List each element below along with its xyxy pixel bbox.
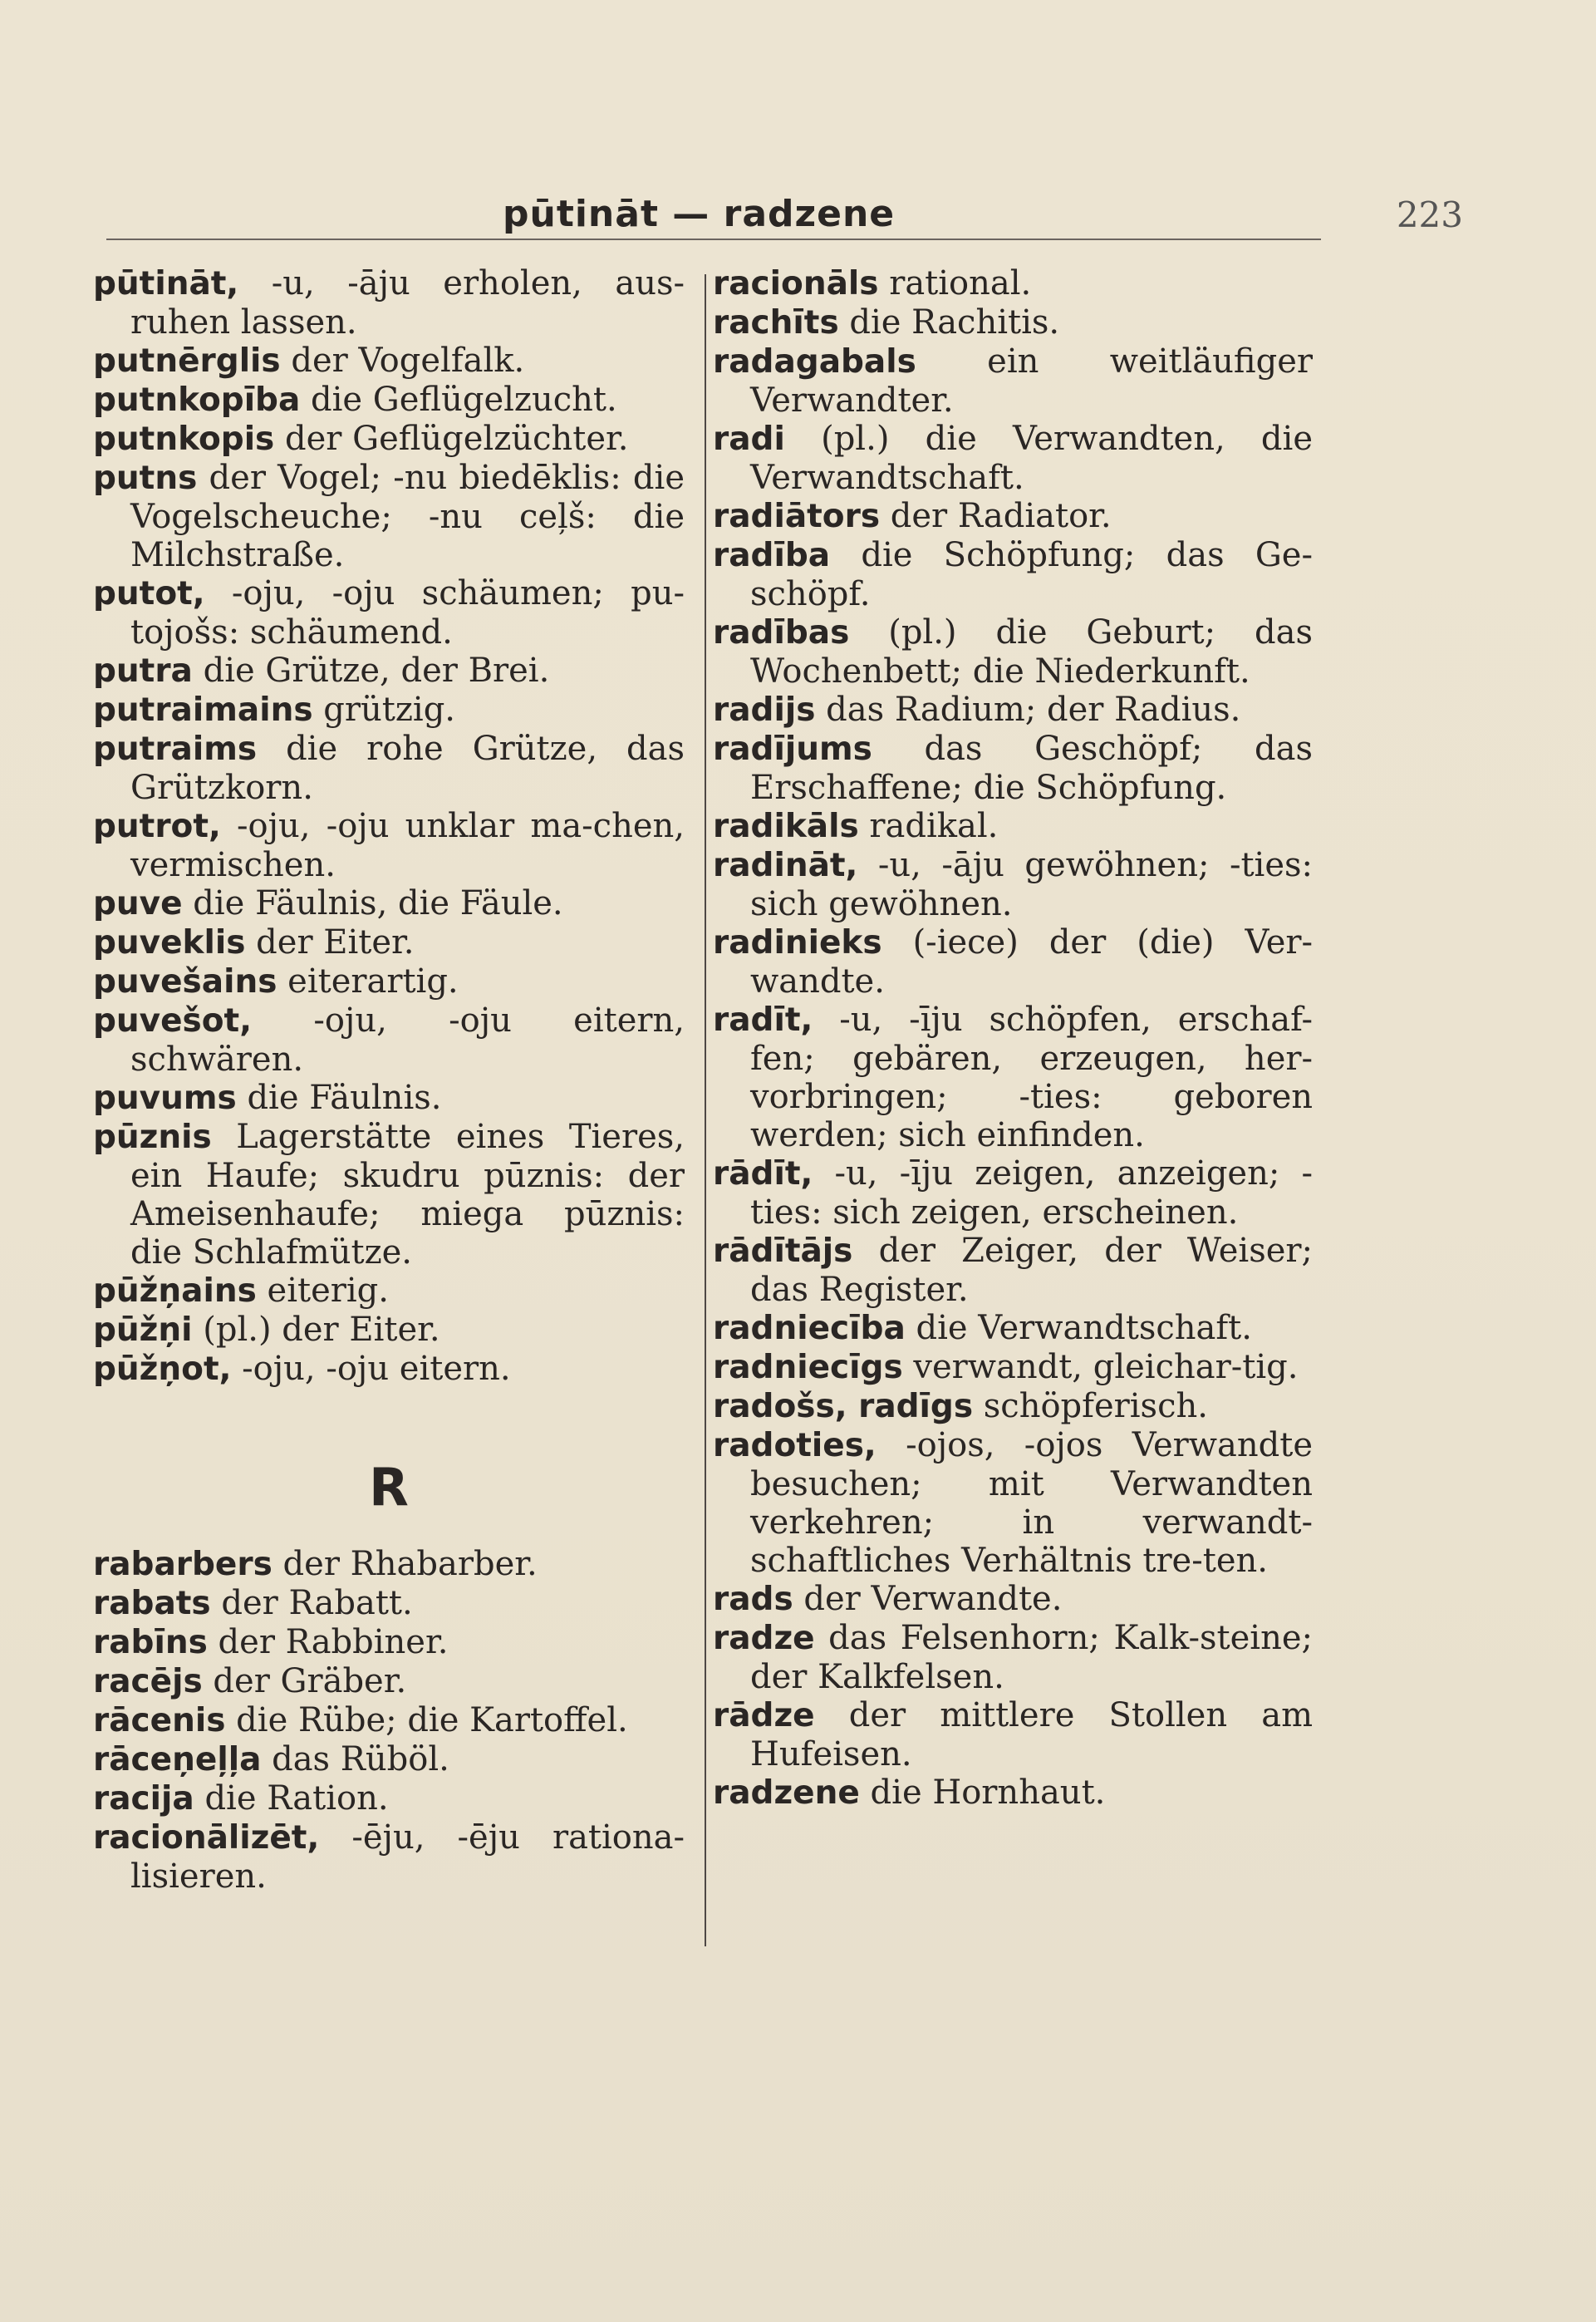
- list-item: [93, 1001, 685, 1079]
- list-item: [93, 884, 685, 923]
- definition: der Gräber.: [202, 1662, 407, 1700]
- definition: Lagerstätte eines Tieres, ein Haufe; skudru pūznis: der Ameisenhaufe; miega pūznis: die Schlafmütze.: [130, 1118, 685, 1272]
- headword: putrot,: [93, 808, 221, 845]
- headword: radze: [713, 1620, 815, 1657]
- definition: die rohe Grütze, das Grützkorn.: [130, 730, 685, 807]
- definition: (pl.) der Eiter.: [192, 1311, 440, 1349]
- list-item: [93, 1079, 685, 1118]
- list-item: [713, 1348, 1313, 1387]
- list-item: [93, 807, 685, 884]
- list-item: [93, 1272, 685, 1311]
- list-item: [93, 1311, 685, 1350]
- headword: radinieks: [713, 924, 882, 962]
- list-item: [713, 497, 1313, 536]
- headword: radzene: [713, 1774, 860, 1812]
- headword: pūtināt,: [93, 265, 239, 303]
- definition: -u, -īju schöpfen, erschaf-fen; gebären, erzeugen, her-vorbringen; -ties: geboren werden; sich einfinden.: [750, 1001, 1313, 1154]
- list-item: [93, 264, 685, 342]
- column-divider: [705, 274, 706, 1946]
- headword: putnkopība: [93, 381, 301, 419]
- list-item: [713, 264, 1313, 303]
- definition: der Geflügelzüchter.: [274, 420, 629, 458]
- list-item: [713, 807, 1313, 846]
- headword: putot,: [93, 575, 205, 612]
- definition: der Verwandte.: [793, 1580, 1063, 1618]
- definition: das Geschöpf; das Erschaffene; die Schöpfung.: [750, 730, 1313, 807]
- headword: putraimains: [93, 691, 313, 729]
- list-item: [713, 1154, 1313, 1232]
- headword: rabīns: [93, 1624, 208, 1661]
- definition: eiterartig.: [277, 962, 459, 1001]
- list-item: [713, 846, 1313, 923]
- definition: (-iece) der (die) Ver-wandte.: [750, 923, 1313, 1001]
- headword: racionāls: [713, 265, 879, 303]
- list-item: [713, 691, 1313, 730]
- list-item: [93, 574, 685, 652]
- header-rule: [106, 239, 1321, 240]
- list-item: [93, 1623, 685, 1662]
- list-item: [93, 1662, 685, 1701]
- headword: radiātors: [713, 498, 881, 535]
- headword: pūžņi: [93, 1311, 193, 1349]
- headword: rabats: [93, 1585, 211, 1622]
- definition: das Rüböl.: [261, 1740, 449, 1778]
- list-item: [93, 1545, 685, 1584]
- headword: radoties,: [713, 1427, 877, 1464]
- list-item: [93, 1818, 685, 1896]
- headword: radības: [713, 614, 850, 652]
- headword: putnērglis: [93, 342, 281, 380]
- headword: radi: [713, 421, 785, 458]
- definition: -oju, -oju unklar ma-chen, vermischen.: [130, 807, 685, 884]
- headword: radijs: [713, 691, 816, 729]
- definition: die Hornhaut.: [859, 1773, 1106, 1812]
- headword: racējs: [93, 1663, 203, 1700]
- headword: puvešains: [93, 963, 277, 1001]
- definition: die Ration.: [194, 1779, 389, 1818]
- definition: -u, -āju erholen, aus-ruhen lassen.: [130, 264, 685, 342]
- list-item: [93, 1350, 685, 1389]
- headword: rācenis: [93, 1702, 226, 1739]
- headword: rādītājs: [713, 1232, 853, 1270]
- running-title: pūtināt — radzene: [503, 193, 896, 235]
- headword: puvešot,: [93, 1002, 253, 1040]
- headword: rāceņeļļa: [93, 1741, 262, 1778]
- headword: putns: [93, 460, 198, 497]
- list-item: [93, 730, 685, 807]
- headword: putra: [93, 652, 193, 690]
- list-item: [93, 652, 685, 691]
- list-item: [713, 1309, 1313, 1348]
- headword: rādze: [713, 1697, 815, 1734]
- definition: das Felsenhorn; Kalk-steine; der Kalkfelsen.: [750, 1619, 1313, 1696]
- definition: verwandt, gleichar-tig.: [902, 1348, 1299, 1386]
- definition: -u, -āju gewöhnen; -ties: sich gewöhnen.: [750, 846, 1313, 923]
- page-number: 223: [1396, 194, 1463, 235]
- list-item: [713, 1580, 1313, 1619]
- definition: die Schöpfung; das Ge-schöpf.: [750, 536, 1313, 613]
- definition: grützig.: [312, 691, 456, 729]
- definition: das Radium; der Radius.: [815, 691, 1241, 729]
- headword: puvums: [93, 1080, 237, 1117]
- definition: der Vogelfalk.: [280, 342, 525, 380]
- definition: -oju, -oju eitern.: [231, 1350, 511, 1388]
- definition: der Zeiger, der Weiser; das Register.: [750, 1232, 1313, 1309]
- headword: pūžņains: [93, 1272, 257, 1310]
- definition: ein weitläufiger Verwandter.: [750, 342, 1313, 420]
- headword: radīt,: [713, 1001, 813, 1039]
- definition: der mittlere Stollen am Hufeisen.: [750, 1696, 1313, 1773]
- list-item: [713, 342, 1313, 420]
- definition: der Radiator.: [880, 497, 1112, 535]
- definition: der Rabbiner.: [207, 1623, 449, 1661]
- list-item: [713, 1619, 1313, 1696]
- section-letter: R: [369, 1457, 409, 1518]
- headword: racionālizēt,: [93, 1819, 320, 1857]
- definition: (pl.) die Geburt; das Wochenbett; die Niederkunft.: [750, 613, 1313, 691]
- definition: schöpferisch.: [973, 1387, 1208, 1425]
- definition: -ēju, -ēju rationa-lisieren.: [130, 1818, 685, 1896]
- headword: radagabals: [713, 343, 916, 381]
- definition: -oju, -oju schäumen; pu-tojošs: schäumend.: [130, 574, 685, 652]
- definition: -ojos, -ojos Verwandte besuchen; mit Verwandten verkehren; in verwandt-schaftliches Verhältnis tre-ten.: [750, 1426, 1313, 1580]
- headword: radniecīgs: [713, 1349, 903, 1386]
- headword: radošs, radīgs: [713, 1388, 974, 1425]
- definition: die Verwandtschaft.: [905, 1309, 1252, 1347]
- list-item: [93, 1584, 685, 1623]
- definition: der Rhabarber.: [272, 1545, 538, 1583]
- list-item: [93, 1740, 685, 1779]
- list-item: [713, 1387, 1313, 1426]
- headword: radikāls: [713, 808, 859, 845]
- right-column: [713, 264, 1313, 1813]
- definition: radikal.: [858, 807, 999, 845]
- list-item: [713, 1773, 1313, 1813]
- list-item: [93, 1779, 685, 1818]
- list-item: [713, 1426, 1313, 1580]
- list-item: [713, 1001, 1313, 1154]
- list-item: [713, 303, 1313, 342]
- headword: rads: [713, 1581, 793, 1618]
- list-item: [93, 342, 685, 381]
- headword: puveklis: [93, 924, 246, 962]
- list-item: [713, 923, 1313, 1001]
- definition: die Rachitis.: [838, 303, 1060, 342]
- headword: radniecība: [713, 1310, 906, 1347]
- list-item: [93, 923, 685, 962]
- definition: rational.: [878, 264, 1032, 303]
- definition: der Eiter.: [245, 923, 415, 962]
- headword: putraims: [93, 731, 258, 768]
- left-column: [93, 264, 685, 1896]
- definition: die Grütze, der Brei.: [192, 652, 550, 690]
- running-head: [108, 193, 1463, 243]
- headword: radināt,: [713, 847, 858, 884]
- definition: die Rübe; die Kartoffel.: [225, 1701, 628, 1739]
- list-item: [713, 730, 1313, 807]
- list-item: [713, 1696, 1313, 1773]
- list-item: [93, 1701, 685, 1740]
- list-item: [713, 1232, 1313, 1309]
- definition: die Fäulnis.: [236, 1079, 442, 1117]
- definition: eiterig.: [256, 1272, 389, 1310]
- headword: pūžņot,: [93, 1350, 232, 1388]
- list-item: [93, 420, 685, 459]
- headword: puve: [93, 885, 183, 922]
- headword: radījums: [713, 731, 872, 768]
- list-item: [93, 381, 685, 420]
- list-item: [93, 459, 685, 574]
- definition: die Fäulnis, die Fäule.: [182, 884, 563, 922]
- list-item: [93, 691, 685, 730]
- headword: rādīt,: [713, 1155, 813, 1193]
- list-item: [713, 536, 1313, 613]
- definition: -oju, -oju eitern, schwären.: [130, 1001, 685, 1079]
- headword: pūznis: [93, 1119, 212, 1156]
- definition: die Geflügelzucht.: [300, 381, 617, 419]
- definition: (pl.) die Verwandten, die Verwandtschaft.: [750, 420, 1313, 497]
- list-item: [93, 962, 685, 1001]
- headword: rachīts: [713, 304, 839, 342]
- list-item: [713, 613, 1313, 691]
- list-item: [93, 1118, 685, 1272]
- headword: rabarbers: [93, 1546, 273, 1583]
- list-item: [713, 420, 1313, 497]
- headword: radība: [713, 537, 831, 574]
- headword: putnkopis: [93, 421, 275, 458]
- headword: racija: [93, 1780, 194, 1818]
- definition: der Rabatt.: [210, 1584, 413, 1622]
- definition: -u, -īju zeigen, anzeigen; -ties: sich zeigen, erscheinen.: [750, 1154, 1313, 1232]
- definition: der Vogel; -nu biedēklis: die Vogelscheuche; -nu ceļš: die Milchstraße.: [130, 459, 685, 574]
